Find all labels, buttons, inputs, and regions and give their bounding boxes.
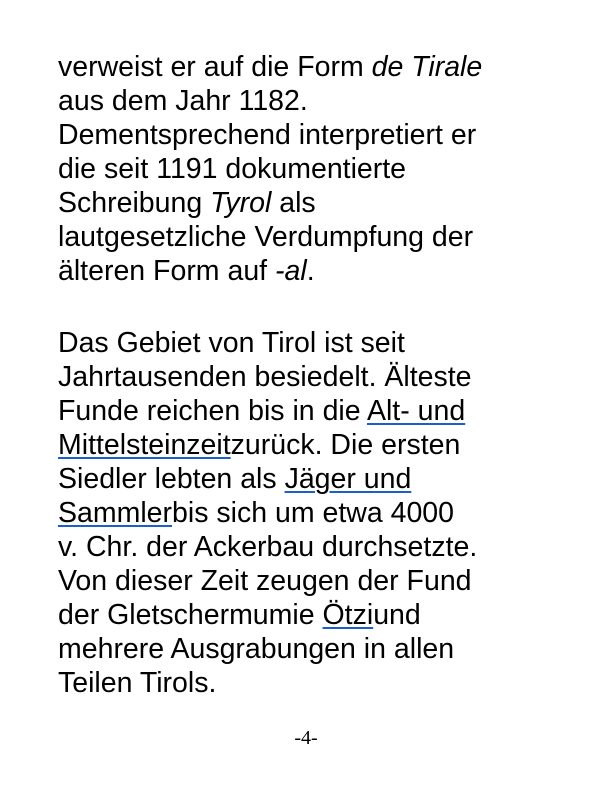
text-line: die seit 1191 dokumentierte — [58, 153, 407, 185]
text-line: v. Chr. der Ackerbau durchsetzte. — [58, 531, 478, 563]
text-line — [58, 50, 598, 84]
text-span: zurück. Die ersten — [230, 429, 461, 461]
text-line — [58, 254, 598, 288]
link-oetzi[interactable]: Ötzi — [322, 599, 374, 631]
text-span: bis sich um etwa 4000 — [172, 497, 454, 529]
text-span: älteren Form auf — [58, 255, 276, 287]
italic-term: Tyrol — [210, 187, 272, 219]
italic-term: -al — [275, 255, 307, 287]
text-line: Dementsprechend interpretiert er — [58, 119, 477, 151]
text-line: lautgesetzliche Verdumpfung der — [58, 221, 474, 253]
text-line: Das Gebiet von Tirol ist seit — [58, 327, 405, 359]
italic-term: de Tirale — [371, 51, 483, 83]
link-jaeger-und-sammler[interactable]: Jäger und — [284, 463, 412, 495]
text-line: mehrere Ausgrabungen in allen — [58, 633, 455, 665]
text-line: Jahrtausenden besiedelt. Älteste — [58, 361, 472, 393]
text-line: Von dieser Zeit zeugen der Fund — [58, 565, 472, 597]
text-line — [58, 496, 598, 530]
text-span: der Gletschermumie — [58, 599, 323, 631]
text-line: aus dem Jahr 1182. — [58, 85, 308, 117]
text-span: . — [306, 255, 315, 287]
text-line — [58, 598, 598, 632]
text-line — [58, 186, 598, 220]
link-alt-und-mittelsteinzeit-cont[interactable]: Mittelsteinzeit — [58, 429, 231, 461]
text-line — [58, 394, 598, 428]
text-span: verweist er auf die Form — [58, 51, 372, 83]
text-span: Schreibung — [58, 187, 211, 219]
text-span: Siedler lebten als — [58, 463, 285, 495]
link-jaeger-und-sammler-cont[interactable]: Sammler — [58, 497, 173, 529]
link-alt-und-mittelsteinzeit[interactable]: Alt- und — [366, 395, 466, 427]
text-span: und — [373, 599, 421, 631]
text-line — [58, 462, 598, 496]
text-span: als — [271, 187, 316, 219]
page-number: -4- — [294, 727, 318, 749]
paragraph-etymology — [58, 50, 598, 288]
text-line: Teilen Tirols. — [58, 667, 217, 699]
text-line — [58, 428, 598, 462]
paragraph-history — [58, 326, 598, 700]
text-span: Funde reichen bis in die — [58, 395, 367, 427]
